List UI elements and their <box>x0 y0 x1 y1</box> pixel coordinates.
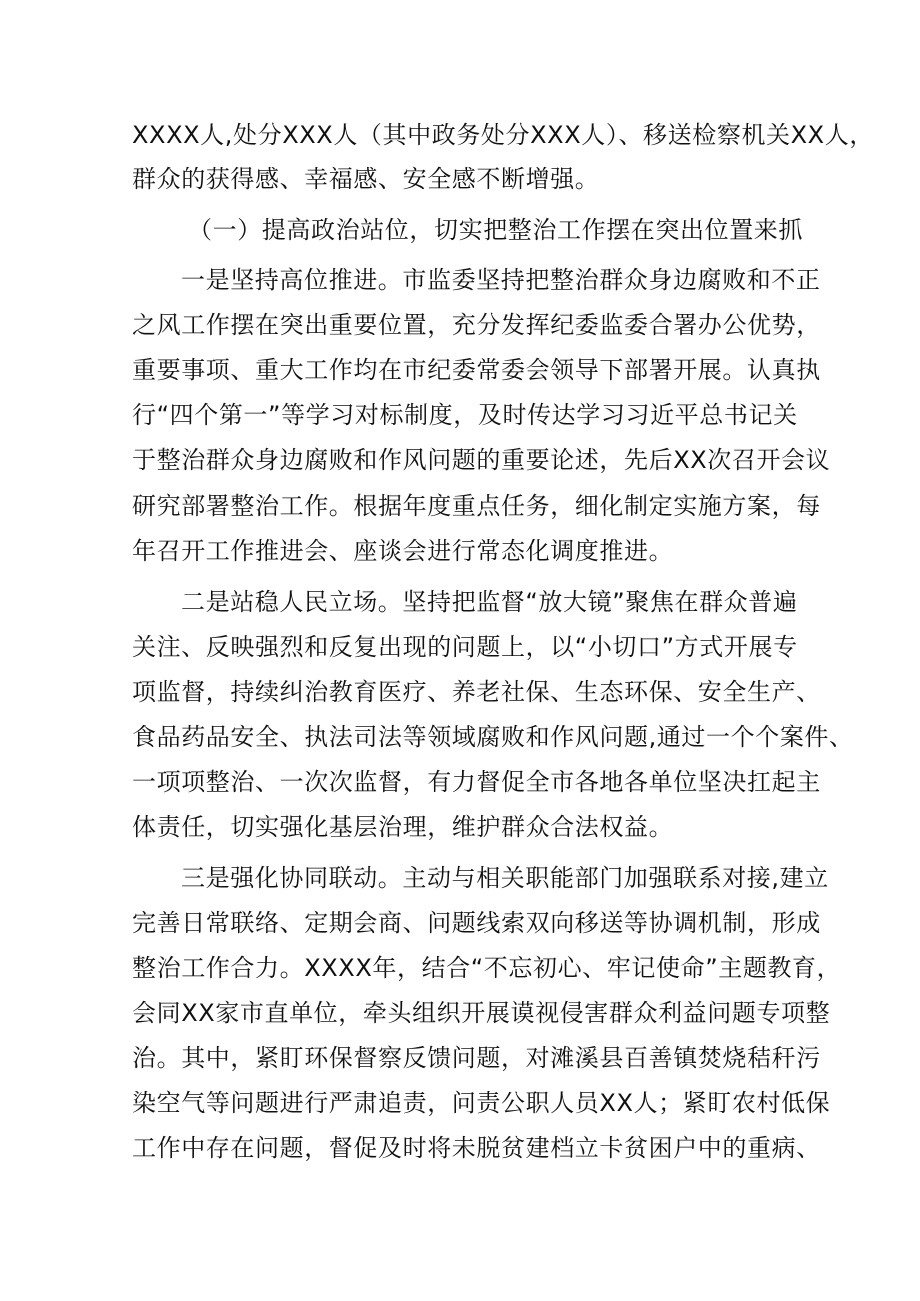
text-line: 重要事项、重大工作均在市纪委常委会领导下部署开展。认真执 <box>132 356 821 384</box>
text-line: 治。其中，紧盯环保督察反馈问题，对滩溪县百善镇焚烧秸秆污 <box>132 1044 821 1072</box>
text-line: 群众的获得感、幸福感、安全感不断增强。 <box>132 165 600 193</box>
text-line: 完善日常联络、定期会商、问题线索双向移送等协调机制，形成 <box>132 909 821 937</box>
text-line: 年召开工作推进会、座谈会进行常态化调度推进。 <box>132 537 674 565</box>
text-line: 三是强化协同联动。主动与相关职能部门加强联系对接,建立 <box>181 864 829 892</box>
text-line: 项监督，持续纠治教育医疗、养老社保、生态环保、安全生产、 <box>132 678 821 706</box>
text-line: 行“四个第一”等学习对标制度，及时传达学习习近平总书记关 <box>132 401 798 429</box>
text-line: 整治工作合力。XXXX年，结合“不忘初心、牢记使命”主题教育， <box>132 954 842 982</box>
text-line: 一项项整治、一次次监督，有力督促全市各地各单位坚决扛起主 <box>132 768 821 796</box>
text-line: 工作中存在问题，督促及时将未脱贫建档立卡贫困户中的重病、 <box>132 1134 821 1162</box>
text-line: 之风工作摆在突出重要位置，充分发挥纪委监委合署办公优势， <box>132 311 821 339</box>
text-line: 染空气等问题进行严肃追责，问责公职人员XX人；紧盯农村低保 <box>132 1089 831 1117</box>
text-line: 一是坚持高位推进。市监委坚持把整治群众身边腐败和不正 <box>181 266 821 294</box>
text-line: 食品药品安全、执法司法等领域腐败和作风问题,通过一个个案件、 <box>132 723 854 751</box>
text-line: 体责任，切实强化基层治理，维护群众合法权益。 <box>132 813 674 841</box>
text-line: 于整治群众身边腐败和作风问题的重要论述，先后XX次召开会议 <box>132 446 831 474</box>
text-line: 研究部署整治工作。根据年度重点任务，细化制定实施方案，每 <box>132 492 821 520</box>
text-line: 会同XX家市直单位，牵头组织开展谟视侵害群众利益问题专项整 <box>132 999 831 1027</box>
text-line: XXXX人,处分XXX人（其中政务处分XXX人）、移送检察机关XX人， <box>132 121 874 149</box>
text-line: 二是站稳人民立场。坚持把监督“放大镜”聚焦在群众普遍 <box>181 588 798 616</box>
text-line: 关注、反映强烈和反复出现的问题上，以“小切口”方式开展专 <box>132 633 798 661</box>
section-heading: （一）提高政治站位，切实把整治工作摆在突出位置来抓 <box>188 216 803 244</box>
